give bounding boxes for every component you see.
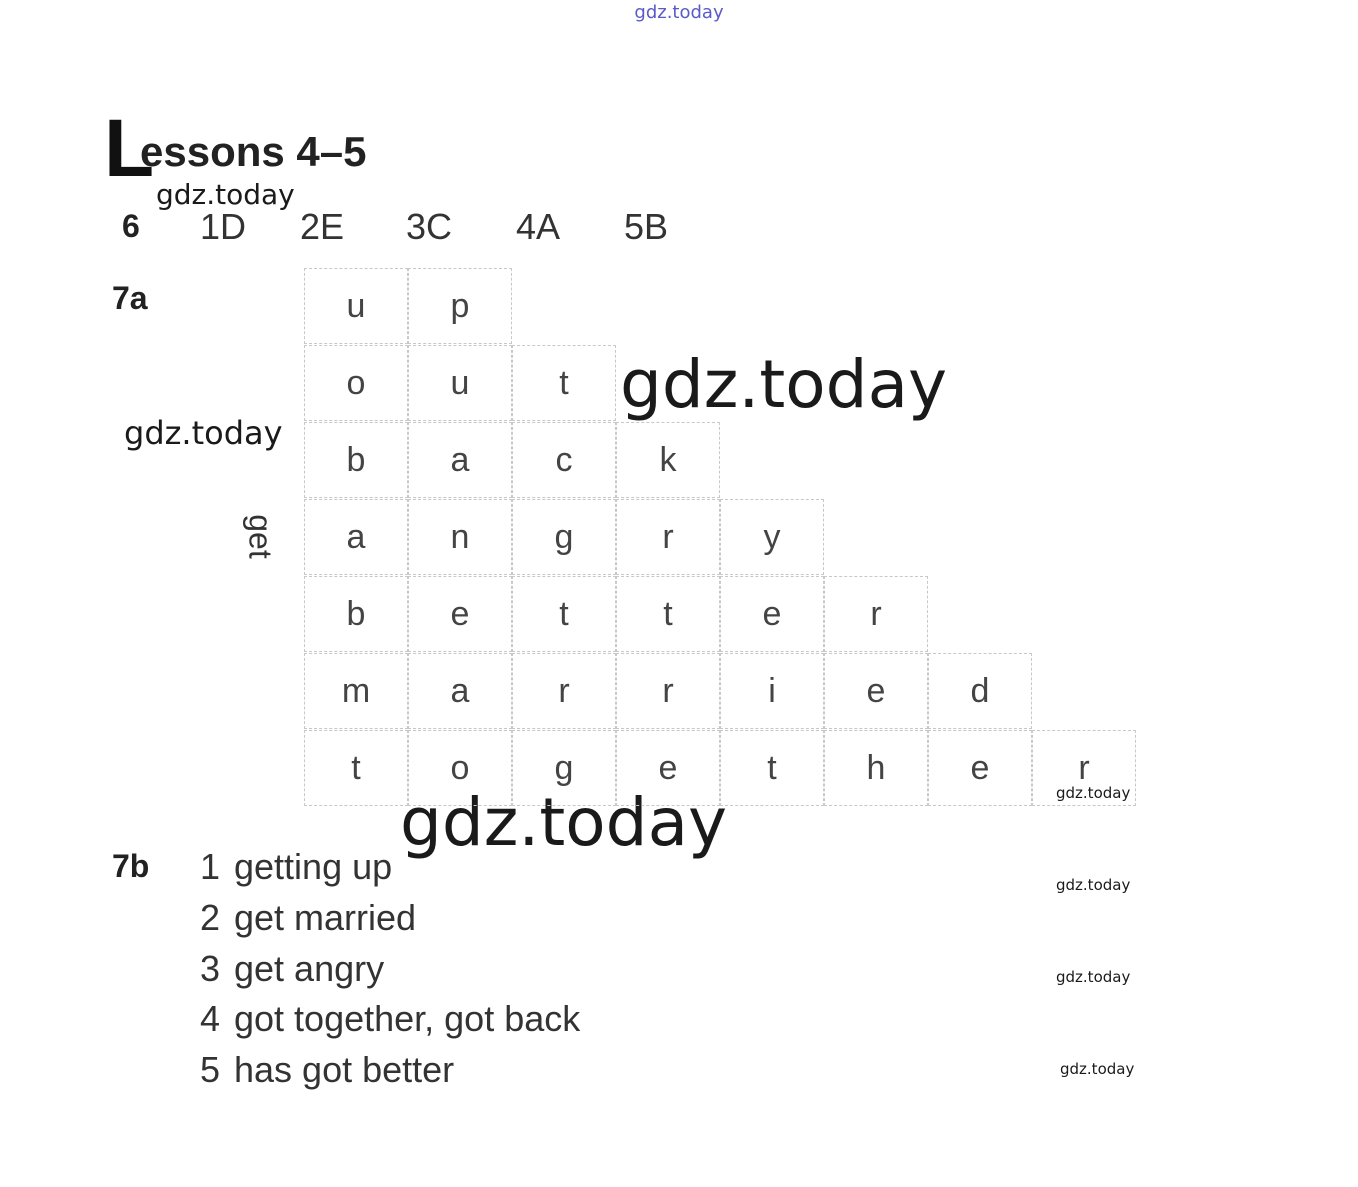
watermark: gdz.today [156, 178, 295, 211]
exercise-number: 7a [112, 280, 148, 316]
grid-cell: g [512, 499, 616, 575]
grid-cell: u [304, 268, 408, 344]
grid-cell: r [512, 653, 616, 729]
list-item: 3 get angry [200, 948, 385, 989]
grid-cell: r [1032, 730, 1136, 806]
answer: 2E [300, 206, 345, 247]
answer: 4A [516, 206, 561, 247]
grid-cell: e [408, 576, 512, 652]
watermark-small: gdz.today [1060, 1060, 1135, 1078]
answer: 5B [624, 206, 669, 247]
grid-side-label: get [242, 514, 279, 559]
title-initial: L [104, 103, 155, 194]
grid-cell: e [720, 576, 824, 652]
grid-cell: o [408, 730, 512, 806]
page-title: essons 4–5 [140, 128, 367, 175]
grid-cell: n [408, 499, 512, 575]
watermark-large: gdz.today [620, 346, 948, 423]
watermark-small: gdz.today [1056, 784, 1131, 802]
grid-cell: a [408, 422, 512, 498]
grid-cell: t [720, 730, 824, 806]
watermark: gdz.today [124, 414, 283, 452]
grid-cell: i [720, 653, 824, 729]
grid-cell: c [512, 422, 616, 498]
watermark-large: gdz.today [400, 784, 728, 861]
list-item: 2 get married [200, 897, 417, 938]
grid-cell: a [304, 499, 408, 575]
grid-cell: r [616, 653, 720, 729]
grid-cell: a [408, 653, 512, 729]
grid-cell: m [304, 653, 408, 729]
answer: 3C [406, 206, 453, 247]
exercise-number: 7b [112, 848, 150, 884]
list-item: 4 got together, got back [200, 998, 581, 1039]
grid-cell: b [304, 422, 408, 498]
watermark-small: gdz.today [1056, 968, 1131, 986]
grid-cell: b [304, 576, 408, 652]
watermark-top: gdz.today [634, 2, 724, 23]
grid-cell: r [616, 499, 720, 575]
exercise-number: 6 [122, 208, 140, 244]
grid-cell: t [512, 345, 616, 421]
grid-cell: k [616, 422, 720, 498]
grid-cell: o [304, 345, 408, 421]
grid-cell: r [824, 576, 928, 652]
grid-cell: t [512, 576, 616, 652]
grid-cell: u [408, 345, 512, 421]
grid-cell: e [928, 730, 1032, 806]
grid-cell: e [824, 653, 928, 729]
grid-cell: t [616, 576, 720, 652]
grid-cell: y [720, 499, 824, 575]
list-item: 5 has got better [200, 1049, 455, 1090]
answer: 1D [200, 206, 247, 247]
grid-cell: h [824, 730, 928, 806]
grid-cell: e [616, 730, 720, 806]
watermark-small: gdz.today [1056, 876, 1131, 894]
grid-cell: t [304, 730, 408, 806]
grid-cell: p [408, 268, 512, 344]
list-item: 1 getting up [200, 846, 393, 887]
grid-cell: g [512, 730, 616, 806]
grid-cell: d [928, 653, 1032, 729]
